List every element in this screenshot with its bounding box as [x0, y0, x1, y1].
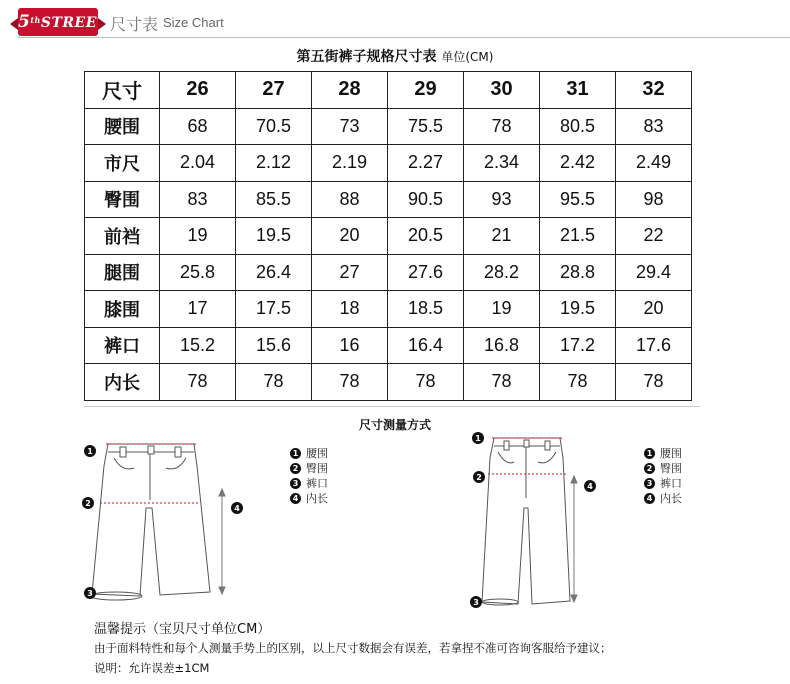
table-cell: 78 — [160, 364, 236, 401]
legend-item — [644, 491, 682, 506]
table-cell: 20 — [616, 291, 692, 328]
row-label-cell: 腰围 — [85, 108, 160, 145]
pants-diagram-right — [482, 438, 570, 605]
table-cell: 78 — [464, 364, 540, 401]
table-cell: 78 — [540, 364, 616, 401]
table-cell: 98 — [616, 181, 692, 218]
size-header-cell: 27 — [236, 72, 312, 109]
table-cell: 27 — [312, 254, 388, 291]
legend-number-marker: 4 — [290, 493, 301, 504]
table-cell: 2.04 — [160, 145, 236, 182]
table-cell: 2.19 — [312, 145, 388, 182]
legend-number-marker: 3 — [290, 478, 301, 489]
table-cell: 25.8 — [160, 254, 236, 291]
diagram-marker-number: 2 — [476, 473, 482, 482]
legend-label: 臀围 — [306, 462, 328, 475]
table-cell: 16 — [312, 327, 388, 364]
row-label-cell: 市尺 — [85, 145, 160, 182]
legend-item — [290, 446, 328, 461]
measure-legend-right — [644, 446, 682, 506]
diagram-marker-number: 1 — [87, 447, 93, 456]
table-cell: 83 — [160, 181, 236, 218]
pants-diagram-left — [90, 444, 210, 600]
table-cell: 22 — [616, 218, 692, 255]
diagram-marker-number: 4 — [234, 504, 240, 513]
measure-legend-left — [290, 446, 328, 506]
table-cell: 78 — [312, 364, 388, 401]
table-cell: 19.5 — [540, 291, 616, 328]
table-cell: 20 — [312, 218, 388, 255]
legend-label: 臀围 — [660, 462, 682, 475]
measure-title: 尺寸测量方式 — [358, 418, 431, 432]
row-label-cell: 前裆 — [85, 218, 160, 255]
legend-item — [644, 461, 682, 476]
size-header-cell: 26 — [160, 72, 236, 109]
legend-number-marker: 2 — [290, 463, 301, 474]
header-label-cell: 尺寸 — [85, 72, 160, 109]
table-cell: 15.2 — [160, 327, 236, 364]
table-cell: 2.42 — [540, 145, 616, 182]
table-cell: 83 — [616, 108, 692, 145]
logo-word: STREET — [40, 15, 108, 31]
diagram-marker-number: 3 — [473, 598, 479, 607]
logo-number: 5 — [18, 12, 31, 32]
table-cell: 85.5 — [236, 181, 312, 218]
table-cell: 19 — [464, 291, 540, 328]
table-cell: 90.5 — [388, 181, 464, 218]
legend-number-marker: 2 — [644, 463, 655, 474]
table-cell: 20.5 — [388, 218, 464, 255]
notes-title: 温馨提示（宝贝尺寸单位CM） — [94, 622, 271, 637]
row-label-cell: 腿围 — [85, 254, 160, 291]
diagram-marker-number: 1 — [475, 434, 481, 443]
table-cell: 2.34 — [464, 145, 540, 182]
table-cell: 93 — [464, 181, 540, 218]
legend-label: 裤口 — [306, 477, 328, 490]
legend-number-marker: 1 — [290, 448, 301, 459]
table-cell: 2.12 — [236, 145, 312, 182]
row-label-cell: 内长 — [85, 364, 160, 401]
table-cell: 18 — [312, 291, 388, 328]
table-cell: 28.2 — [464, 254, 540, 291]
page-title: 尺寸表 — [110, 15, 159, 34]
table-cell: 78 — [464, 108, 540, 145]
legend-label: 内长 — [306, 492, 328, 505]
size-header-cell: 30 — [464, 72, 540, 109]
table-cell: 21.5 — [540, 218, 616, 255]
table-cell: 2.49 — [616, 145, 692, 182]
table-cell: 21 — [464, 218, 540, 255]
table-cell: 26.4 — [236, 254, 312, 291]
legend-item — [290, 476, 328, 491]
table-cell: 17 — [160, 291, 236, 328]
table-cell: 19 — [160, 218, 236, 255]
table-cell: 75.5 — [388, 108, 464, 145]
diagram-marker-number: 3 — [87, 589, 93, 598]
table-cell: 29.4 — [616, 254, 692, 291]
legend-number-marker: 4 — [644, 493, 655, 504]
size-header-cell: 29 — [388, 72, 464, 109]
table-cell: 70.5 — [236, 108, 312, 145]
notes-line-2: 说明：允许误差±1CM — [94, 661, 210, 675]
size-header-cell: 32 — [616, 72, 692, 109]
legend-label: 内长 — [660, 492, 682, 505]
size-header-cell: 28 — [312, 72, 388, 109]
diagram-marker-number: 2 — [85, 499, 91, 508]
page-subtitle: Size Chart — [163, 15, 224, 30]
table-cell: 78 — [388, 364, 464, 401]
table-cell: 78 — [616, 364, 692, 401]
legend-number-marker: 1 — [644, 448, 655, 459]
notes-line-1: 由于面料特性和每个人测量手势上的区别，以上尺寸数据会有误差，若拿捏不准可咨询客服给予建议； — [94, 641, 612, 655]
table-cell: 88 — [312, 181, 388, 218]
table-cell: 18.5 — [388, 291, 464, 328]
row-label-cell: 裤口 — [85, 327, 160, 364]
table-cell: 27.6 — [388, 254, 464, 291]
table-cell: 17.2 — [540, 327, 616, 364]
size-header-cell: 31 — [540, 72, 616, 109]
table-cell: 73 — [312, 108, 388, 145]
legend-label: 腰围 — [306, 447, 328, 460]
table-cell: 17.5 — [236, 291, 312, 328]
legend-item — [644, 476, 682, 491]
diagram-marker-number: 4 — [587, 482, 593, 491]
row-label-cell: 膝围 — [85, 291, 160, 328]
legend-item — [644, 446, 682, 461]
logo-superscript: th — [30, 15, 41, 25]
table-cell: 80.5 — [540, 108, 616, 145]
legend-item — [290, 491, 328, 506]
table-cell: 78 — [236, 364, 312, 401]
legend-item — [290, 461, 328, 476]
table-title-text: 第五街裤子规格尺寸表 — [296, 49, 437, 65]
table-cell: 16.4 — [388, 327, 464, 364]
table-cell: 95.5 — [540, 181, 616, 218]
legend-label: 腰围 — [660, 447, 682, 460]
table-cell: 19.5 — [236, 218, 312, 255]
table-unit: 单位(CM) — [441, 50, 494, 64]
table-cell: 28.8 — [540, 254, 616, 291]
row-label-cell: 臀围 — [85, 181, 160, 218]
legend-label: 裤口 — [660, 477, 682, 490]
table-cell: 15.6 — [236, 327, 312, 364]
table-cell: 2.27 — [388, 145, 464, 182]
table-cell: 17.6 — [616, 327, 692, 364]
legend-number-marker: 3 — [644, 478, 655, 489]
table-cell: 16.8 — [464, 327, 540, 364]
table-cell: 68 — [160, 108, 236, 145]
